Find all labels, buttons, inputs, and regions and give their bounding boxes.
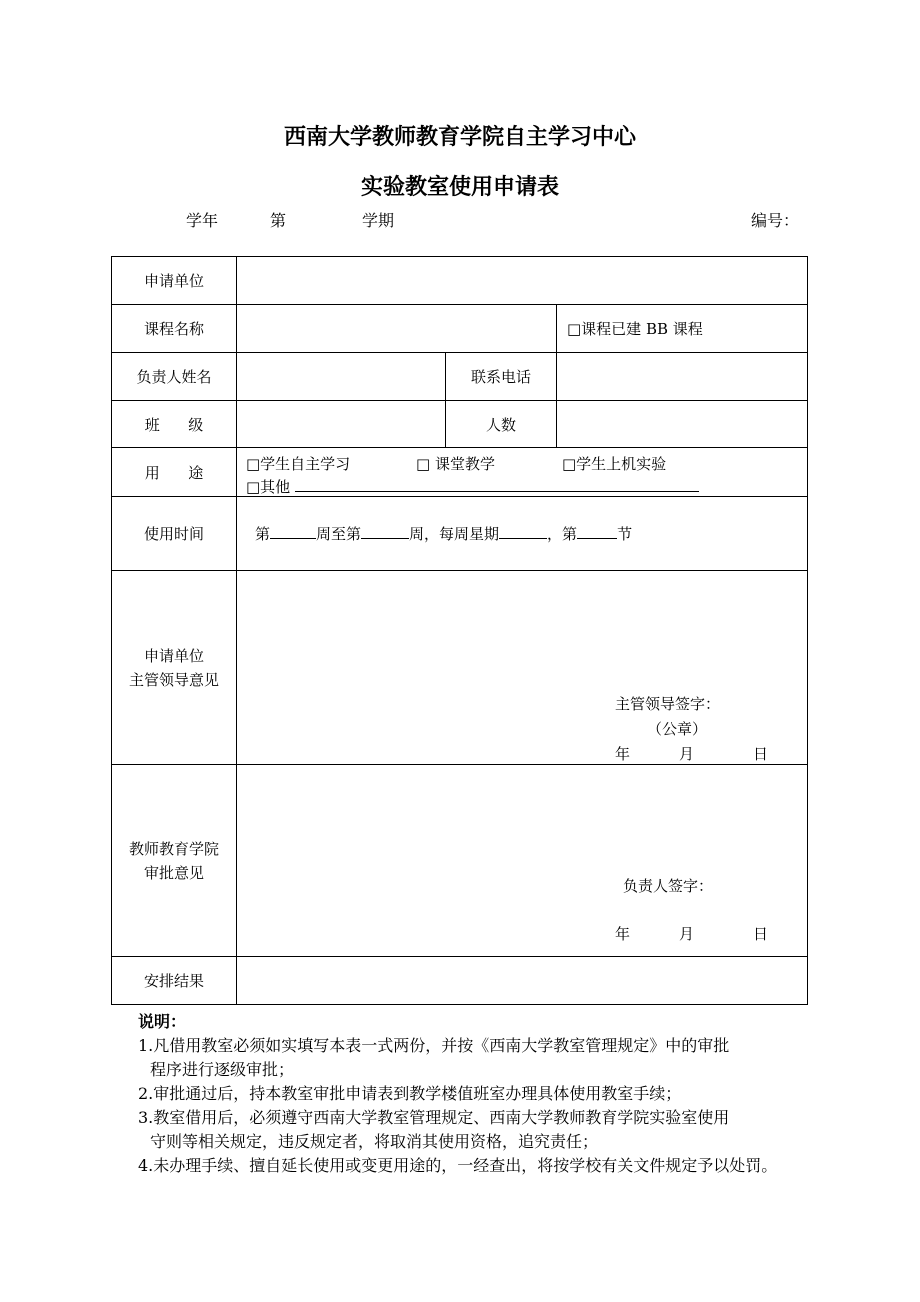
- weekday-blank[interactable]: [499, 524, 547, 539]
- term-label: 学期: [362, 211, 395, 230]
- course-name-label: 课程名称: [112, 305, 237, 353]
- leader-opinion-label-line2: 主管领导意见: [128, 670, 219, 689]
- leader-opinion-label-line1: 申请单位: [143, 646, 204, 665]
- responsible-sign-label: 负责人签字：: [623, 877, 714, 895]
- usage-time-label: 使用时间: [112, 497, 237, 571]
- official-seal-label: （公章）: [647, 720, 708, 738]
- count-label: 人数: [446, 401, 557, 448]
- leader-sign-label: 主管领导签字：: [615, 695, 721, 713]
- purpose-other-checkbox[interactable]: □其他: [246, 478, 291, 496]
- college-date-year: 年: [615, 925, 631, 943]
- usage-period-pre-text: ，第: [547, 525, 578, 543]
- person-name-field[interactable]: [237, 353, 446, 401]
- period-blank[interactable]: [577, 524, 617, 539]
- note-item-continued: 守则等相关规定，违反规定者，将取消其使用资格，追究责任；: [150, 1132, 599, 1151]
- arrangement-field[interactable]: [237, 957, 808, 1005]
- form-title-line1: 西南大学教师教育学院自主学习中心: [283, 125, 636, 150]
- leader-opinion-label: [112, 571, 237, 765]
- count-field[interactable]: [557, 401, 808, 448]
- note-item: 2.审批通过后，持本教室审批申请表到教学楼值班室办理具体使用教室手续；: [138, 1084, 682, 1103]
- usage-period-post-text: 节: [617, 525, 633, 543]
- note-item: 1.凡借用教室必须如实填写本表一式两份，并按《西南大学教室管理规定》中的审批: [138, 1036, 730, 1055]
- usage-week-from-text: 第: [255, 525, 271, 543]
- form-title-line2: 实验教室使用申请表: [360, 175, 559, 200]
- leader-date-year: 年: [615, 745, 631, 763]
- purpose-lab-checkbox[interactable]: □学生上机实验: [562, 455, 667, 473]
- leader-date-day: 日: [753, 745, 769, 763]
- notes-title: 说明：: [138, 1012, 187, 1031]
- class-field[interactable]: [237, 401, 446, 448]
- phone-label: 联系电话: [446, 353, 557, 401]
- leader-opinion-field[interactable]: [237, 571, 808, 765]
- purpose-self-study-checkbox[interactable]: □学生自主学习: [246, 455, 351, 473]
- note-item-continued: 程序进行逐级审批；: [150, 1060, 295, 1079]
- course-name-field[interactable]: [237, 305, 557, 353]
- college-opinion-label: [112, 765, 237, 957]
- college-opinion-label-line2: 审批意见: [143, 863, 204, 882]
- purpose-other-blank[interactable]: [295, 477, 699, 492]
- note-item: 4.未办理手续、擅自延长使用或变更用途的，一经查出，将按学校有关文件规定予以处罚。: [138, 1156, 778, 1175]
- school-year-label: 学年: [186, 211, 219, 230]
- purpose-options: [237, 448, 808, 497]
- arrangement-label: 安排结果: [112, 957, 237, 1005]
- usage-time-field: [237, 497, 808, 571]
- leader-date-month: 月: [679, 745, 695, 763]
- class-label: 班 级: [112, 401, 237, 448]
- notes-section: [138, 1010, 898, 1178]
- person-name-label: 负责人姓名: [112, 353, 237, 401]
- usage-weekly-text: 周，每周星期: [409, 525, 500, 543]
- usage-week-to-text: 周至第: [316, 525, 362, 543]
- bb-course-checkbox[interactable]: □课程已建 BB 课程: [557, 305, 808, 353]
- college-opinion-label-line1: 教师教育学院: [128, 839, 219, 858]
- applicant-unit-field[interactable]: [237, 257, 808, 305]
- purpose-classroom-checkbox[interactable]: □ 课堂教学: [416, 455, 495, 473]
- applicant-unit-label: 申请单位: [112, 257, 237, 305]
- college-date-month: 月: [679, 925, 695, 943]
- college-date-day: 日: [753, 925, 769, 943]
- purpose-label: 用 途: [112, 448, 237, 497]
- note-item: 3.教室借用后，必须遵守西南大学教室管理规定、西南大学教师教育学院实验室使用: [138, 1108, 730, 1127]
- college-opinion-field[interactable]: [237, 765, 808, 957]
- form-number-label: 编号：: [751, 211, 800, 230]
- end-week-blank[interactable]: [361, 524, 409, 539]
- phone-field[interactable]: [557, 353, 808, 401]
- term-di-label: 第: [270, 211, 287, 230]
- start-week-blank[interactable]: [270, 524, 316, 539]
- application-table: [111, 256, 808, 1005]
